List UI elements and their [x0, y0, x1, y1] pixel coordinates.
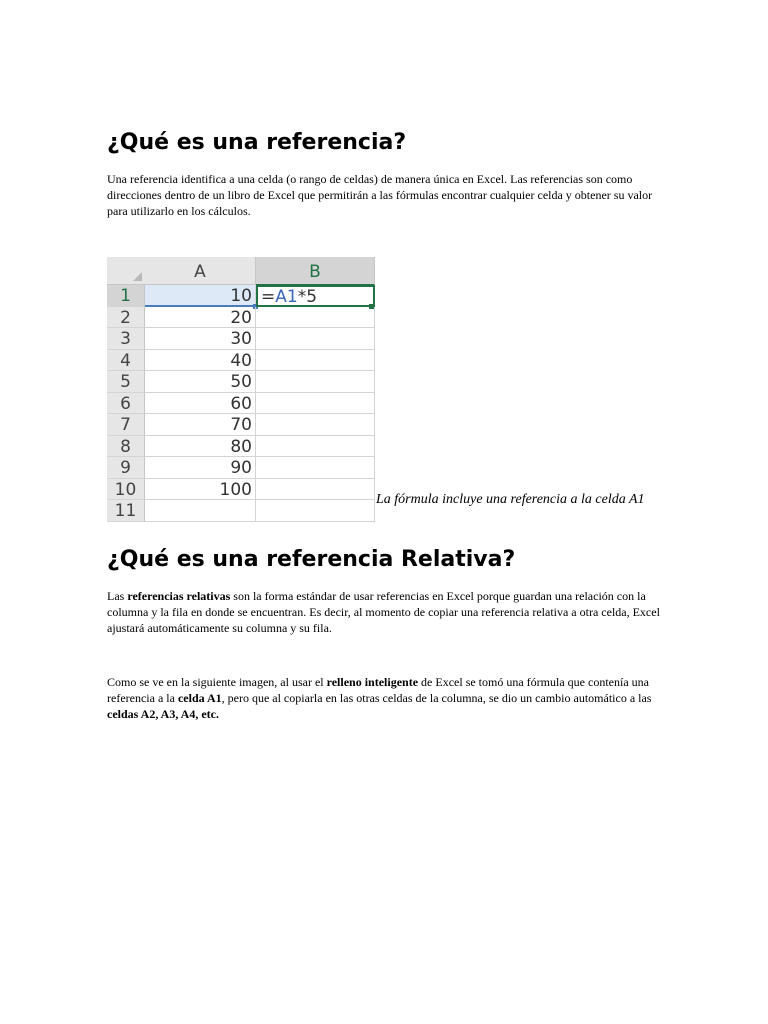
- cell-b: [256, 328, 375, 350]
- row-header: 7: [107, 414, 145, 436]
- bold-term-relleno-inteligente: relleno inteligente: [326, 675, 419, 689]
- cell-a: 50: [145, 371, 256, 393]
- formula-equals: =: [261, 287, 276, 307]
- text-span: , pero que al copiarla en las otras celdas de la columna, se dio un cambio automático a las: [221, 691, 652, 705]
- cell-b-formula: [256, 285, 375, 307]
- bold-term-referencias-relativas: referencias relativas: [127, 589, 231, 603]
- cell-b: [256, 307, 375, 329]
- column-header-a: A: [145, 257, 256, 285]
- text-span: de Excel se tomó una fórmula que contenía una referencia a la: [107, 675, 649, 705]
- cell-b: [256, 393, 375, 415]
- row-header: 3: [107, 328, 145, 350]
- formula-reference: A1: [275, 287, 298, 307]
- row-header: 10: [107, 479, 145, 501]
- cell-a: 80: [145, 436, 256, 458]
- bold-term-celda-a1: celda A1: [177, 691, 222, 705]
- row-header: 5: [107, 371, 145, 393]
- cell-a: 60: [145, 393, 256, 415]
- text-span: Como se ve en la siguiente imagen, al usar el: [107, 675, 327, 689]
- cell-a: 10: [145, 285, 256, 307]
- row-header: 11: [107, 500, 145, 522]
- cell-b: [256, 500, 375, 522]
- cell-a: 20: [145, 307, 256, 329]
- row-header: 8: [107, 436, 145, 458]
- row-header: 9: [107, 457, 145, 479]
- text-span: Las: [107, 589, 128, 603]
- paragraph-definicion-referencia: Una referencia identifica a una celda (o rango de celdas) de manera única en Excel. Las referencias son como direcciones dentro de un libro de Excel que permitirán a las fórmulas encontrar cualquier celda y obtener su valor para utilizarlo en los cálculos.: [107, 172, 653, 218]
- cell-a: [145, 500, 256, 522]
- select-all-corner: [107, 257, 146, 285]
- cell-a: 100: [145, 479, 256, 501]
- cell-b: [256, 350, 375, 372]
- column-header-b: B: [256, 257, 375, 286]
- row-header: 2: [107, 307, 145, 329]
- paragraph-referencias-relativas: [107, 588, 667, 636]
- section-title-referencia: ¿Qué es una referencia?: [107, 130, 407, 155]
- row-header: 4: [107, 350, 145, 372]
- row-header: 6: [107, 393, 145, 415]
- figure-caption: La fórmula incluye una referencia a la celda A1: [376, 492, 645, 507]
- cell-b: [256, 479, 375, 501]
- paragraph-relleno-inteligente: [107, 674, 667, 722]
- cell-b: [256, 371, 375, 393]
- formula-operator: *5: [297, 287, 318, 307]
- row-header: 1: [107, 285, 145, 307]
- corner-triangle-icon: [133, 272, 142, 281]
- cell-b: [256, 414, 375, 436]
- cell-a: 30: [145, 328, 256, 350]
- cell-b: [256, 436, 375, 458]
- excel-screenshot: [107, 257, 375, 521]
- cell-a: 70: [145, 414, 256, 436]
- section-title-referencia-relativa: ¿Qué es una referencia Relativa?: [107, 547, 516, 572]
- bold-term-celdas-a2-a3-a4: celdas A2, A3, A4, etc.: [107, 707, 219, 721]
- cell-a: 90: [145, 457, 256, 479]
- cell-b: [256, 457, 375, 479]
- text-span: son la forma estándar de usar referencias en Excel porque guardan una relación con la columna y la fila en donde se encuentran. Es decir, al momento de copiar una referencia relativa a otra celda, Excel ajustará automáticamente su columna y su fila.: [107, 589, 660, 635]
- cell-a: 40: [145, 350, 256, 372]
